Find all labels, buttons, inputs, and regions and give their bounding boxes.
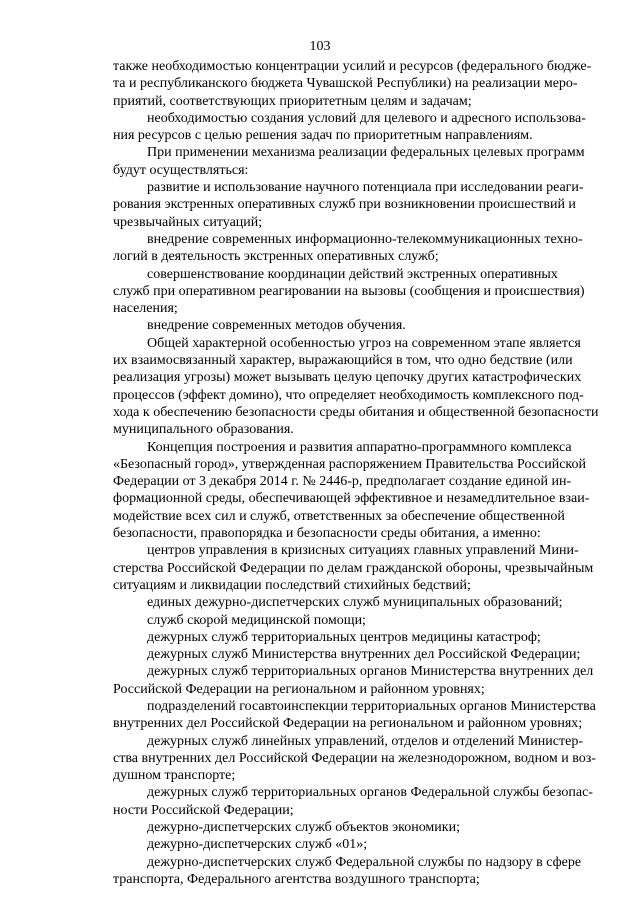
text-line: внедрение современных методов обучения. (147, 318, 406, 334)
text-line: рования экстренных оперативных служб при возникновении происшествий и (113, 197, 576, 213)
text-line: совершенствование координации действий экстренных оперативных (147, 266, 558, 282)
text-line: процессов (эффект домино), что определяет необходимость комплексного под- (113, 387, 584, 403)
text-line: дежурных служб территориальных органов Федеральной службы безопас- (147, 785, 593, 801)
text-line: хода к обеспечению безопасности среды обитания и общественной безопасности (113, 404, 599, 420)
text-line: будут осуществляться: (113, 162, 249, 178)
page-number: 103 (309, 39, 331, 54)
document-body (113, 58, 599, 888)
text-line: служб скорой медицинской помощи; (147, 612, 366, 628)
text-line: внутренних дел Российской Федерации на региональном и районном уровнях; (113, 716, 583, 732)
text-line: ситуациям и ликвидации последствий стихийных бедствий; (113, 577, 471, 593)
text-line: формационной среды, обеспечивающей эффективное и незамедлительное взаи- (113, 491, 590, 507)
text-line: чрезвычайных ситуаций; (113, 214, 263, 230)
text-line: ности Российской Федерации; (113, 802, 294, 818)
text-line: центров управления в кризисных ситуациях главных управлений Мини- (147, 543, 579, 559)
text-line: дежурных служб линейных управлений, отделов и отделений Министер- (147, 733, 583, 749)
text-line: дежурно-диспетчерских служб «01»; (147, 837, 368, 853)
text-line: единых дежурно-диспетчерских служб муниципальных образований; (147, 595, 563, 611)
text-line: также необходимостью концентрации усилий и ресурсов (федерального бюдже- (113, 59, 592, 74)
text-line: развитие и использование научного потенциала при исследовании реаги- (147, 180, 584, 196)
text-line: душном транспорте; (113, 768, 236, 784)
text-line: ства внутренних дел Российской Федерации на железнодорожном, водном и воз- (113, 750, 596, 766)
text-line: дежурных служб Министерства внутренних дел Российской Федерации; (147, 647, 581, 663)
text-line: ния ресурсов с целью решения задач по приоритетным направлениям. (113, 128, 533, 144)
text-line: Федерации от 3 декабря 2014 г. № 2446-р, предполагает создание единой ин- (113, 474, 572, 490)
text-line: дежурных служб территориальных органов Министерства внутренних дел (147, 664, 594, 680)
text-line: муниципального образования. (113, 422, 294, 438)
text-line: безопасности, правопорядка и безопасности среды обитания, а именно: (113, 526, 541, 542)
text-line: «Безопасный город», утвержденная распоряжением Правительства Российской (113, 456, 587, 472)
text-line: та и республиканского бюджета Чувашской Республики) на реализации меро- (113, 76, 578, 92)
text-line: Российской Федерации на региональном и районном уровнях; (113, 681, 485, 697)
text-line: При применении механизма реализации федеральных целевых программ (147, 145, 585, 161)
text-line: населения; (113, 301, 178, 317)
text-line: дежурно-диспетчерских служб объектов экономики; (147, 820, 460, 836)
text-line: внедрение современных информационно-телекоммуникационных техно- (147, 231, 583, 247)
text-line: их взаимосвязанный характер, выражающийся в том, что одно бедствие (или (113, 353, 573, 369)
text-line: модействие всех сил и служб, ответственных за обеспечение общественной (113, 508, 565, 524)
text-line: служб при оперативном реагировании на вызовы (сообщения и происшествия) (113, 283, 585, 299)
text-line: дежурно-диспетчерских служб Федеральной службы по надзору в сфере (147, 854, 582, 870)
text-line: Концепция построения и развития аппаратно-программного комплекса (147, 439, 572, 455)
text-line: подразделений госавтоинспекции территориальных органов Министерства (147, 698, 596, 714)
text-line: реализация угрозы) может вызывать целую цепочку других катастрофических (113, 370, 582, 386)
text-line: стерства Российской Федерации по делам гражданской обороны, чрезвычайным (113, 560, 594, 576)
text-line: Общей характерной особенностью угроз на современном этапе является (147, 335, 581, 351)
text-line: транспорта, Федерального агентства воздушного транспорта; (113, 871, 480, 887)
text-line: необходимостью создания условий для целевого и адресного использова- (147, 110, 586, 126)
text-line: логий в деятельность экстренных оперативных служб; (113, 249, 439, 265)
text-line: приятий, соответствующих приоритетным целям и задачам; (113, 93, 472, 109)
text-line: дежурных служб территориальных центров медицины катастроф; (147, 629, 541, 645)
